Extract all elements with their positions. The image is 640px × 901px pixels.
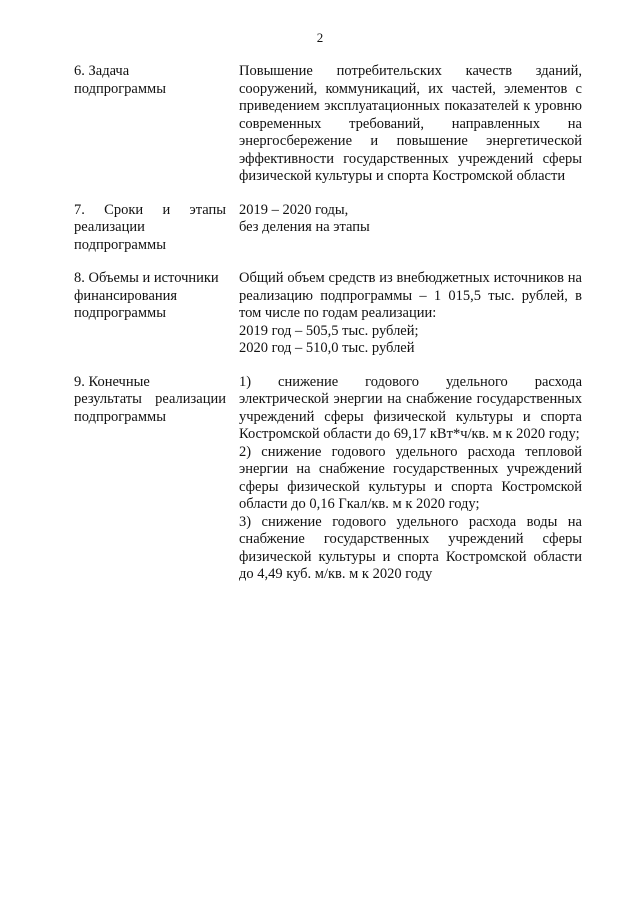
- section-content: [239, 202, 582, 255]
- section-label: [74, 270, 226, 358]
- label-line: реализации: [74, 219, 145, 235]
- section-label: [74, 374, 226, 584]
- section-content: [239, 374, 582, 584]
- label-line: подпрограммы: [74, 80, 166, 97]
- label-line: финансирования: [74, 287, 178, 304]
- content-paragraph: 2) снижение годового удельного расхода тепловой энергии на снабжение государственных учреждений сферы физической культуры и спорта Костромской области до 0,16 Гкал/кв. м к 2020 году;: [239, 443, 582, 512]
- passport-sections: [74, 63, 582, 600]
- content-paragraph: без деления на этапы: [239, 219, 370, 235]
- label-line: 6. Задача: [74, 63, 130, 79]
- page-number: 2: [316, 30, 324, 45]
- section-label: [74, 63, 226, 186]
- label-line: результаты реализации: [74, 391, 226, 407]
- content-paragraph: Повышение потребительских качеств зданий, сооружений, коммуникаций, их частей, элементов с приведением эксплуатационных показателей к уровню современных требований, направленных на энергосбережение и повышение энергетической эффективности государственных учреждений сферы физической культуры и спорта Костромской области: [239, 63, 582, 184]
- label-line: подпрограммы: [74, 408, 166, 425]
- content-paragraph: 2019 год – 505,5 тыс. рублей;: [239, 322, 419, 339]
- label-line: 8. Объемы и источники: [74, 270, 219, 286]
- content-paragraph: 1) снижение годового удельного расхода электрической энергии на снабжение государственных учреждений сферы физической культуры и спорта Костромской области до 69,17 кВт*ч/кв. м к 2020 году;: [239, 373, 582, 442]
- label-line: 9. Конечные: [74, 373, 150, 390]
- section-label: [74, 202, 226, 255]
- label-line: подпрограммы: [74, 305, 166, 321]
- content-paragraph: 2020 год – 510,0 тыс. рублей: [239, 340, 415, 356]
- section-content: [239, 63, 582, 186]
- content-paragraph: 2019 – 2020 годы,: [239, 201, 349, 218]
- section-funding: [74, 270, 582, 358]
- label-line: 7. Сроки и этапы: [74, 201, 226, 218]
- content-paragraph: 3) снижение годового удельного расхода воды на снабжение государственных учреждений сферы физической культуры и спорта Костромской области до 4,49 куб. м/кв. м к 2020 году: [239, 513, 582, 582]
- section-task: [74, 63, 582, 186]
- section-results: [74, 374, 582, 584]
- label-line: подпрограммы: [74, 236, 166, 253]
- section-terms: [74, 202, 582, 255]
- section-content: [239, 270, 582, 358]
- content-paragraph: Общий объем средств из внебюджетных источников на реализацию подпрограммы – 1 015,5 тыс. рублей, в том числе по годам реализации:: [239, 270, 582, 321]
